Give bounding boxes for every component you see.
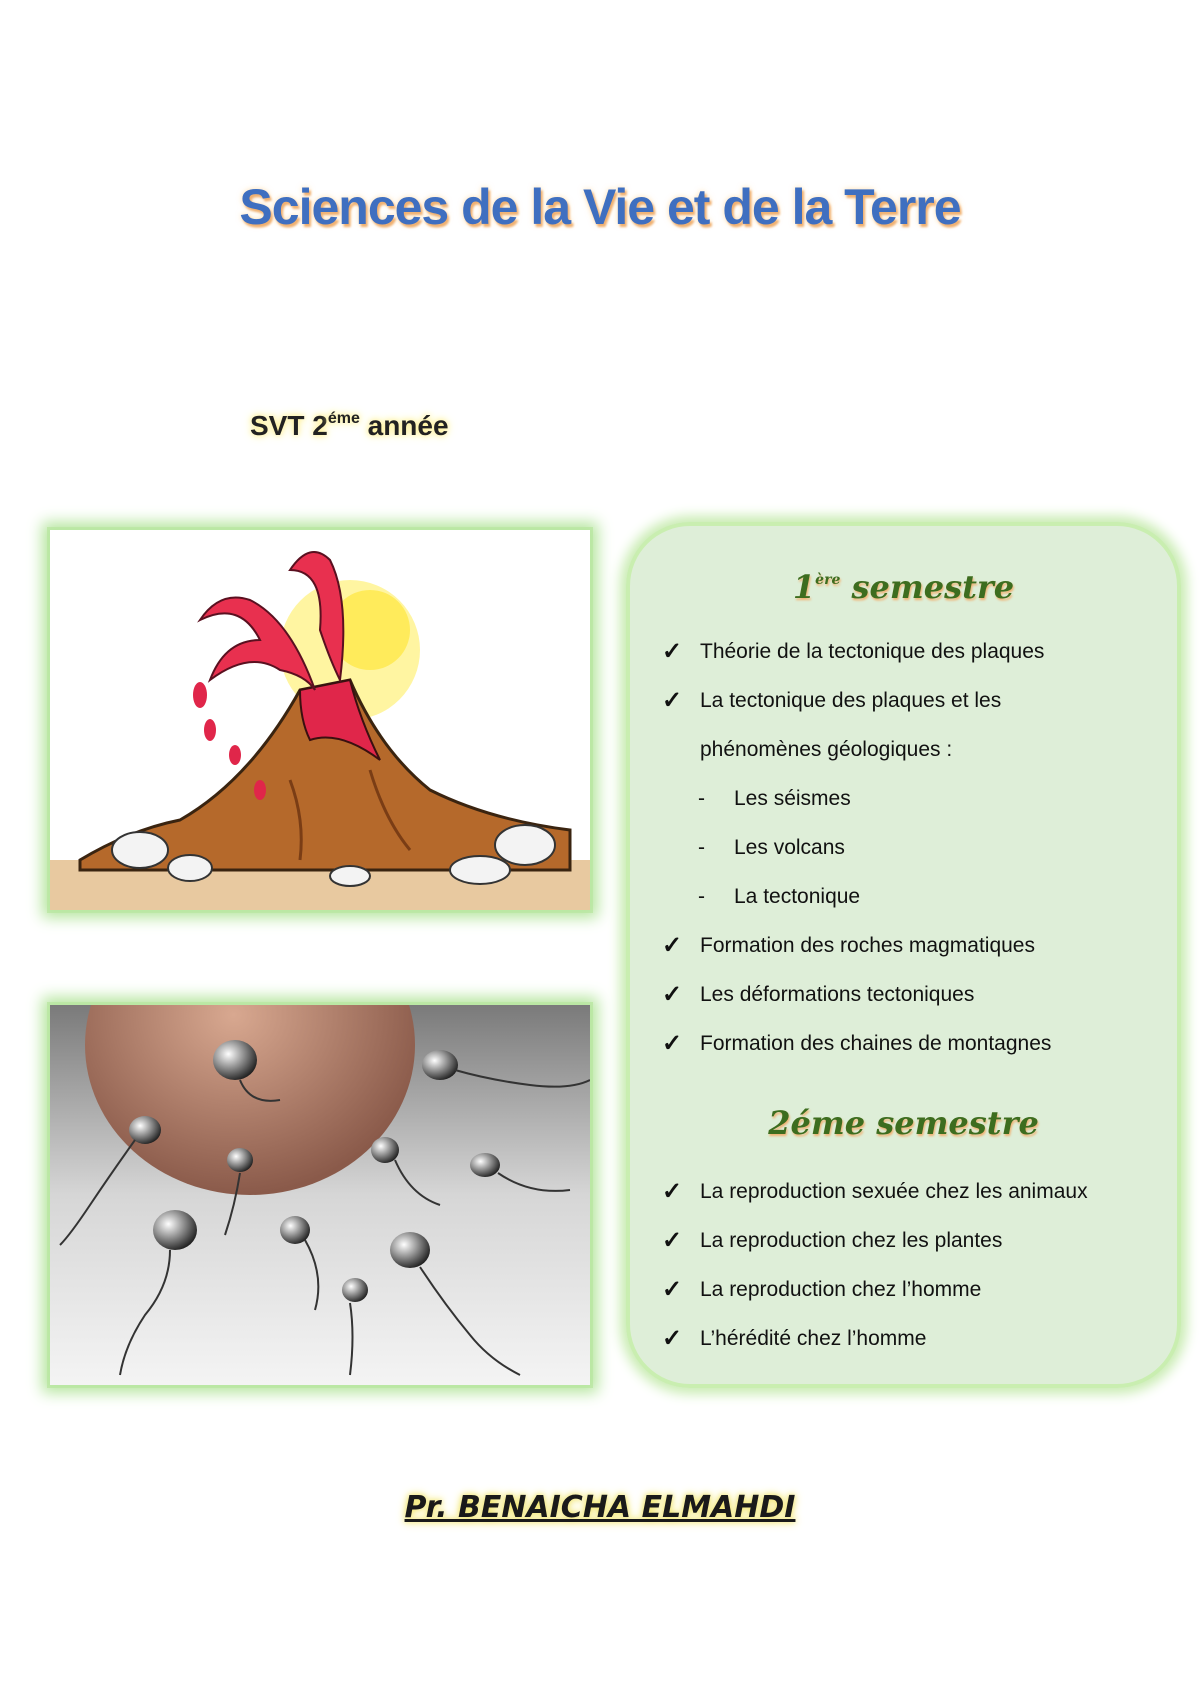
check-icon: ✓ — [662, 687, 683, 714]
page-title: Sciences de la Vie et de la Terre — [239, 179, 961, 235]
list-item: ✓ La reproduction sexuée chez les animaux — [662, 1167, 1088, 1216]
semester2-list — [662, 1167, 1088, 1363]
sub-item: - Les volcans — [662, 823, 1051, 872]
semester1-title — [626, 568, 1181, 606]
subtitle-sup: éme — [327, 410, 360, 427]
dash-icon: - — [698, 787, 705, 810]
program-panel — [626, 522, 1181, 1388]
list-item: ✓ La reproduction chez les plantes — [662, 1216, 1088, 1265]
list-item: ✓ L’hérédité chez l’homme — [662, 1314, 1088, 1363]
subtitle-prefix: SVT 2 — [250, 410, 328, 441]
list-item: ✓ La tectonique des plaques et les — [662, 676, 1051, 725]
level-subtitle — [250, 410, 449, 442]
dash-icon: - — [698, 836, 705, 859]
volcano-illustration — [50, 530, 590, 910]
list-item: ✓ Formation des roches magmatiques — [662, 921, 1051, 970]
semester1-label: semestre — [851, 568, 1015, 606]
semester1-num: 1 — [792, 568, 816, 606]
semester2-title: 2éme semestre — [768, 1104, 1039, 1142]
list-item-continuation: phénomènes géologiques : — [700, 738, 953, 761]
fertilization-image — [50, 1005, 590, 1385]
check-icon: ✓ — [662, 1276, 683, 1303]
semester1-list — [662, 627, 1051, 1068]
check-icon: ✓ — [662, 1178, 683, 1205]
subtitle-suffix: année — [367, 410, 449, 441]
check-icon: ✓ — [662, 1325, 683, 1352]
list-item: ✓ Les déformations tectoniques — [662, 970, 1051, 1019]
list-item: ✓ Théorie de la tectonique des plaques — [662, 627, 1051, 676]
check-icon: ✓ — [662, 638, 683, 665]
fertilization-illustration — [50, 1005, 590, 1385]
author-name: Pr. BENAICHA ELMAHDI — [404, 1490, 796, 1525]
list-item: ✓ La reproduction chez l’homme — [662, 1265, 1088, 1314]
sub-item: - Les séismes — [662, 774, 1051, 823]
volcano-image — [50, 530, 590, 910]
sub-item: - La tectonique — [662, 872, 1051, 921]
semester1-sup: ère — [815, 572, 841, 588]
check-icon: ✓ — [662, 1030, 683, 1057]
check-icon: ✓ — [662, 1227, 683, 1254]
list-item: ✓ Formation des chaines de montagnes — [662, 1019, 1051, 1068]
dash-icon: - — [698, 885, 705, 908]
check-icon: ✓ — [662, 981, 683, 1008]
check-icon: ✓ — [662, 932, 683, 959]
